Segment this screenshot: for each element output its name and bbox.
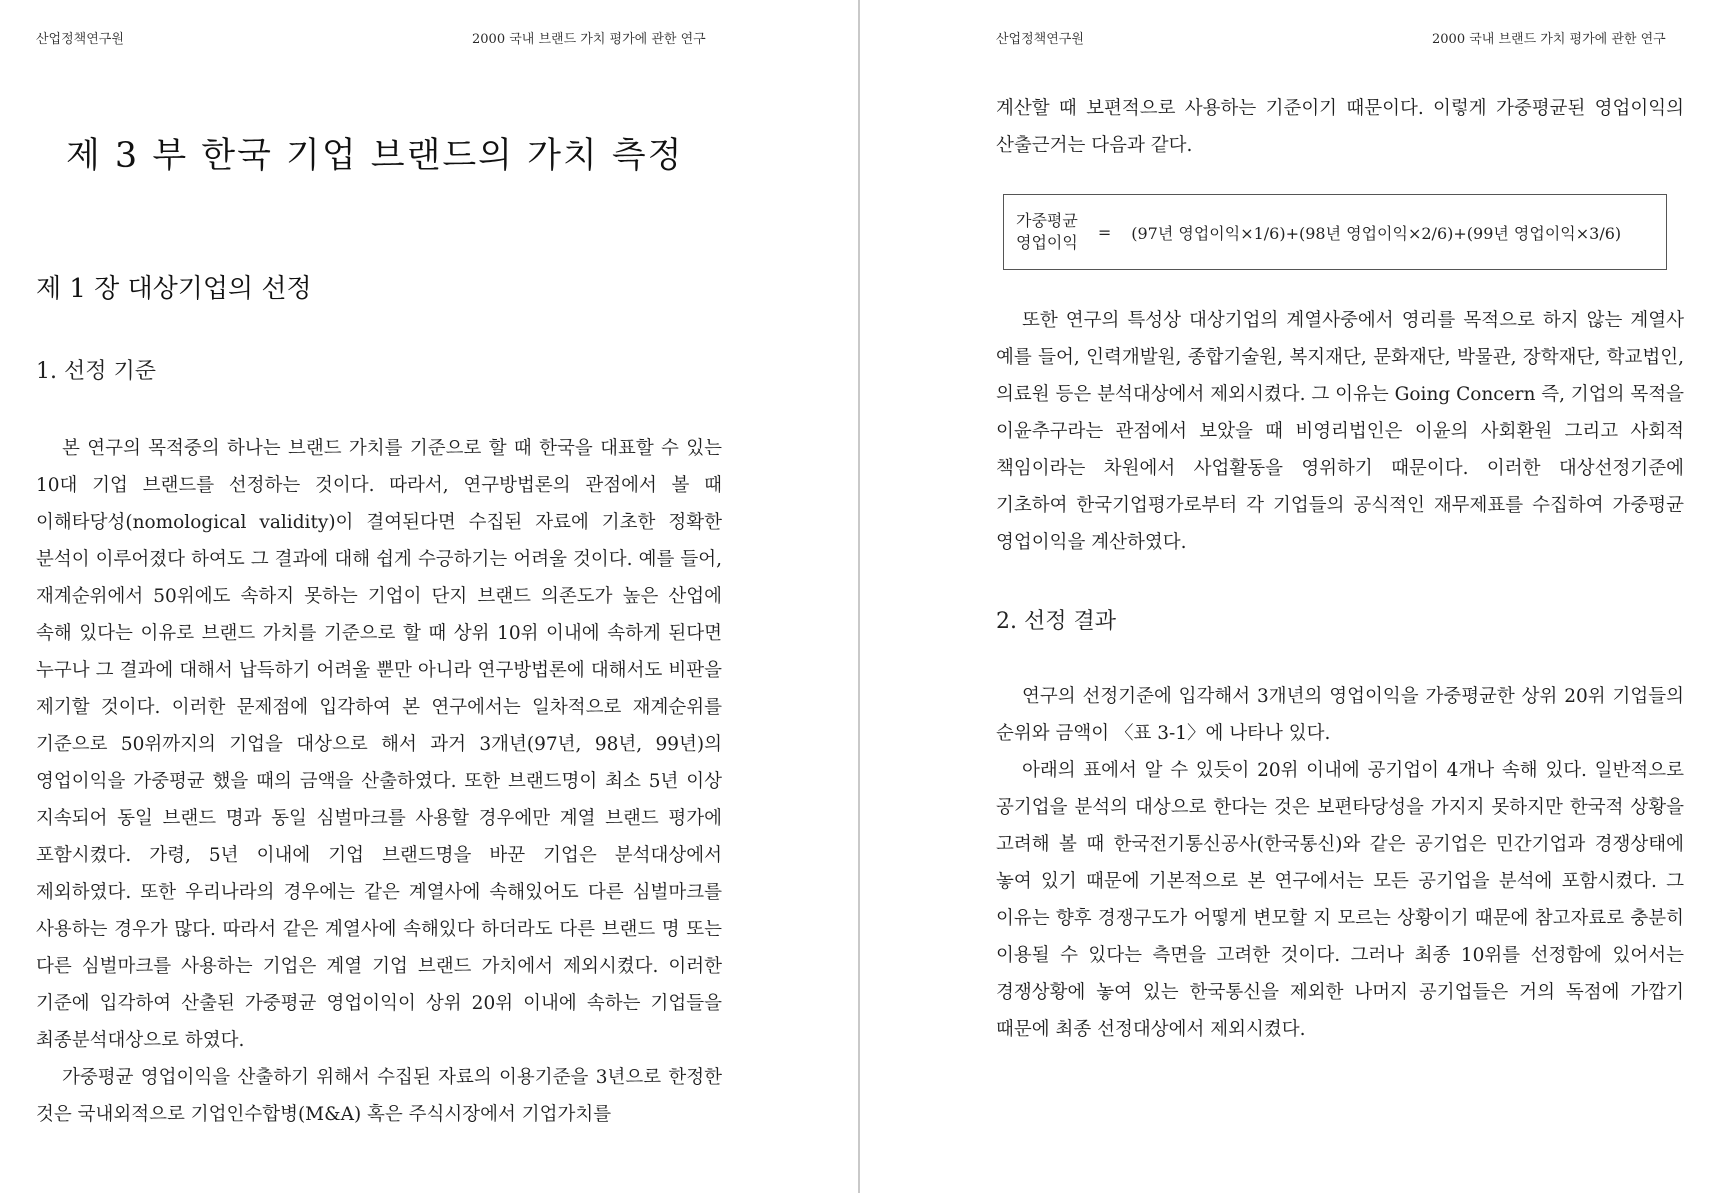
formula-label-line: 가중평균 — [1016, 211, 1078, 230]
paragraph: 연구의 선정기준에 입각해서 3개년의 영업이익을 가중평균한 상위 20위 기업들의 순위와 금액이 〈표 3-1〉에 나타나 있다. — [996, 686, 1684, 744]
continuation-paragraph: 계산할 때 보편적으로 사용하는 기준이기 때문이다. 이렇게 가중평균된 영업이익의 산출근거는 다음과 같다. — [996, 98, 1684, 156]
left-page — [0, 0, 858, 1193]
running-header-right: 2000 국내 브랜드 가치 평가에 관한 연구 — [472, 32, 706, 47]
paragraph: 아래의 표에서 알 수 있듯이 20위 이내에 공기업이 4개나 속해 있다. 일반적으로 공기업을 분석의 대상으로 한다는 것은 보편타당성을 가지지 못하지만 한국적 상황을 고려해 볼 때 한국전기통신공사(한국통신)와 같은 공기업은 민간기업과 경쟁상태에 놓여 있기 때문에 기본적으로 본 연구에서는 모든 공기업을 분석에 포함시켰다. 그 이유는 향후 경쟁구도가 어떻게 변모할 지 모르는 상황이기 때문에 참고자료로 충분히 이용될 수 있다는 측면을 고려한 것이다. 그러나 최종 10위를 선정함에 있어서는 경쟁상황에 놓여 있는 한국통신을 제외한 나머지 공기업들은 거의 독점에 가깝기 때문에 최종 선정대상에서 제외시켰다. — [996, 760, 1684, 1040]
formula-box — [1003, 194, 1667, 270]
body-text — [996, 302, 1684, 561]
formula-label — [1016, 210, 1078, 254]
formula-equals: = — [1097, 222, 1112, 242]
running-header-left: 산업정책연구원 — [996, 32, 1084, 47]
section-title: 1. 선정 기준 — [36, 359, 156, 384]
body-text — [996, 90, 1684, 164]
right-page — [860, 0, 1725, 1193]
chapter-title: 제 1 장 대상기업의 선정 — [36, 274, 312, 304]
part-title: 제 3 부 한국 기업 브랜드의 가치 측정 — [66, 136, 684, 176]
body-text — [36, 430, 722, 1133]
body-text — [996, 678, 1684, 1048]
formula-label-line: 영업이익 — [1016, 233, 1078, 252]
paragraph: 본 연구의 목적중의 하나는 브랜드 가치를 기준으로 할 때 한국을 대표할 수 있는 10대 기업 브랜드를 선정하는 것이다. 따라서, 연구방법론의 관점에서 볼 때 이해타당성(nomological validity)이 결여된다면 수집된 자료에 기초한 정확한 분석이 이루어졌다 하여도 그 결과에 대해 쉽게 수긍하기는 어려울 것이다. 예를 들어, 재계순위에서 50위에도 속하지 못하는 기업이 단지 브랜드 의존도가 높은 산업에 속해 있다는 이유로 브랜드 가치를 기준으로 할 때 상위 10위 이내에 속하게 된다면 누구나 그 결과에 대해서 납득하기 어려울 뿐만 아니라 연구방법론에 대해서도 비판을 제기할 것이다. 이러한 문제점에 입각하여 본 연구에서는 일차적으로 재계순위를 기준으로 50위까지의 기업을 대상으로 해서 과거 3개년(97년, 98년, 99년)의 영업이익을 가중평균 했을 때의 금액을 산출하였다. 또한 브랜드명이 최소 5년 이상 지속되어 동일 브랜드 명과 동일 심벌마크를 사용할 경우에만 계열 브랜드 평가에 포함시켰다. 가령, 5년 이내에 기업 브랜드명을 바꾼 기업은 분석대상에서 제외하였다. 또한 우리나라의 경우에는 같은 계열사에 속해있어도 다른 심벌마크를 사용하는 경우가 많다. 따라서 같은 계열사에 속해있다 하더라도 다른 브랜드 명 또는 다른 심벌마크를 사용하는 기업은 계열 기업 브랜드 가치에서 제외시켰다. 이러한 기준에 입각하여 산출된 가중평균 영업이익이 상위 20위 이내에 속하는 기업들을 최종분석대상으로 하였다. — [36, 438, 722, 1051]
paragraph: 가중평균 영업이익을 산출하기 위해서 수집된 자료의 이용기준을 3년으로 한정한 것은 국내외적으로 기업인수합병(M&A) 혹은 주식시장에서 기업가치를 — [36, 1067, 722, 1125]
running-header-right: 2000 국내 브랜드 가치 평가에 관한 연구 — [1432, 32, 1666, 47]
section-title: 2. 선정 결과 — [996, 609, 1116, 634]
formula-expression: (97년 영업이익×1/6)+(98년 영업이익×2/6)+(99년 영업이익×3/6) — [1131, 223, 1622, 243]
paragraph: 또한 연구의 특성상 대상기업의 계열사중에서 영리를 목적으로 하지 않는 계열사 예를 들어, 인력개발원, 종합기술원, 복지재단, 문화재단, 박물관, 장학재단, 학교법인, 의료원 등은 분석대상에서 제외시켰다. 그 이유는 Going Concern 즉, 기업의 목적을 이윤추구라는 관점에서 보았을 때 비영리법인은 이윤의 사회환원 그리고 사회적 책임이라는 차원에서 사업활동을 영위하기 때문이다. 이러한 대상선정기준에 기초하여 한국기업평가로부터 각 기업들의 공식적인 재무제표를 수집하여 가중평균 영업이익을 계산하였다. — [996, 310, 1684, 553]
running-header-left: 산업정책연구원 — [36, 32, 124, 47]
